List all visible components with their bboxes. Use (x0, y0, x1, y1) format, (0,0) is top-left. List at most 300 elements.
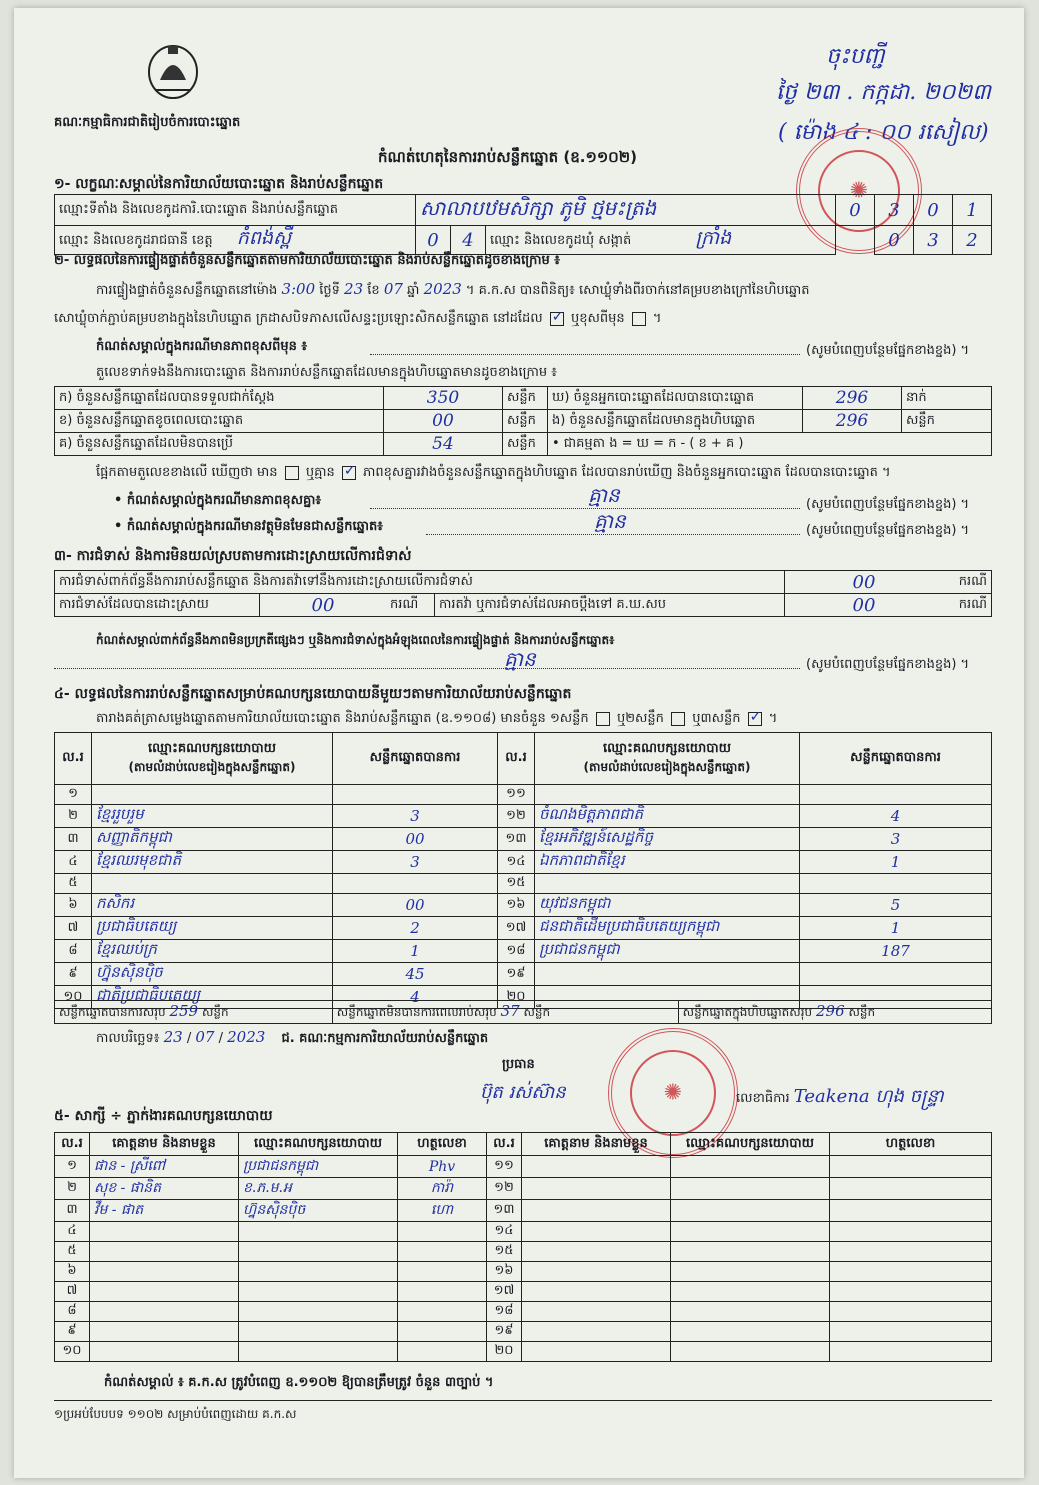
col-no-header: ល.រ (55, 1133, 90, 1156)
diff-text-c: ភាពខុសគ្នារវាងចំនួនសន្លឹកឆ្នោតក្នុងហិបឆ្នោត ដែលបានរាប់ឃើញ និងចំនួនអ្នកបោះឆ្នោត ដែលបានបោះឆ្នោត ។ (363, 465, 891, 480)
difference-none: គ្មាន (588, 483, 620, 507)
count-unit-2: សន្លឹក (902, 410, 992, 433)
appeal-unit: ករណី (943, 594, 992, 617)
section5-heading: ៥- សាក្សី ÷ ភ្នាក់ងារគណបក្សនយោបាយ (54, 1108, 273, 1124)
official-stamp-top: ✺ (796, 128, 922, 254)
witness-signature (830, 1302, 992, 1322)
verify-text-a: ការផ្ទៀងផ្ទាត់ចំនួនសន្លឹកឆ្នោតនៅម៉ោង (96, 283, 278, 298)
verify-text-b: ថ្ងៃទី (319, 283, 340, 298)
footer-rule (54, 1400, 992, 1401)
totals-table (54, 1000, 992, 1024)
witness-signature (398, 1262, 487, 1282)
three-sheet-checkbox[interactable] (748, 712, 762, 726)
witness-signature: ការ៉ា (398, 1178, 487, 1200)
count-intro: តួលេខទាក់ទងនឹងការបោះឆ្នោត និងការរាប់សន្លឹកឆ្នោតដែលមានក្នុងហិបឆ្នោតមានដូចខាងក្រោម ៖ (96, 365, 557, 380)
witness-row (55, 1178, 992, 1200)
total-box-cell (678, 1001, 991, 1024)
witness-party: ហ្វ៊ុនស៊ិនប៉ិច (239, 1200, 398, 1222)
seal-text-a: សោឃ្លុំចាក់ភ្ជាប់គម្របខាងក្នុងនៃហិបឆ្នោត ក្រដាសបិទភាសលើសន្ទះប្រឡោះសិកសន្លឹកឆ្នោត នៅដដែល (54, 311, 543, 326)
witness-number: ៣ (55, 1200, 90, 1222)
appeal-label: ការតវ៉ា ឬការជំទាស់ដែលអាចប្តឹងទៅ គ.ឃ.សប (435, 594, 785, 617)
result-number: ១២ (498, 805, 535, 828)
witness-number: ១១ (487, 1156, 522, 1178)
result-party: ខ្មែរឈប់ក្រ (92, 940, 333, 963)
count-unit: សន្លឹក (503, 433, 548, 456)
committee-title: ជ. គណៈកម្មការការិយាល័យរាប់សន្លឹកឆ្នោត (281, 1031, 489, 1046)
count-value-2: 296 (803, 410, 902, 433)
witness-name (522, 1242, 671, 1262)
result-row (55, 805, 992, 828)
witness-signature: ហោ (398, 1200, 487, 1222)
objection-value: 00 (785, 571, 944, 594)
result-party: ជាតិប្រជាធិបតេយ្យ (92, 986, 333, 1009)
witness-party (671, 1156, 830, 1178)
result-votes: 1 (800, 917, 992, 940)
result-number: ១៩ (498, 963, 535, 986)
commune-label-text: ឈ្មោះ និងលេខកូដឃុំ សង្កាត់ (490, 233, 632, 248)
witness-number: ៤ (55, 1222, 90, 1242)
col-no-header: ល.រ (487, 1133, 522, 1156)
witness-number: ៨ (55, 1302, 90, 1322)
col-name-header: គោត្តនាម និងនាមខ្លួន (522, 1133, 671, 1156)
objection-unit: ករណី (943, 571, 992, 594)
col-party-title: ឈ្មោះគណបក្សនយោបាយ (148, 741, 276, 756)
section4-heading: ៤- លទ្ធផលនៃការរាប់សន្លឹកឆ្នោតសម្រាប់គណបក្សនយោបាយនីមួយៗតាមការិយាល័យរាប់សន្លឹកឆ្នោត (54, 686, 572, 702)
result-votes: 1 (333, 940, 498, 963)
date-month: 07 (195, 1028, 215, 1046)
witness-name (522, 1282, 671, 1302)
witness-name (90, 1342, 239, 1362)
witness-name (522, 1262, 671, 1282)
irregularity-note: កំណត់សម្គាល់ពាក់ព័ន្ធនឹងភាពមិនប្រក្រតីផ្សេងៗ ឬនិងការជំទាស់ក្នុងអំឡុងពេលនៃការផ្ទៀងផ្ទាត់ និងការរាប់សន្លឹកឆ្នោត៖ (96, 633, 615, 647)
location-code-digit: 1 (953, 195, 992, 226)
witness-signature (830, 1222, 992, 1242)
witness-row (55, 1200, 992, 1222)
count-value: 350 (384, 387, 503, 410)
witness-party (671, 1242, 830, 1262)
total-valid-value: 259 (169, 1002, 199, 1020)
witness-number: ១៦ (487, 1262, 522, 1282)
col-party-sub: (តាមលំដាប់លេខរៀងក្នុងសន្លឹកឆ្នោត) (583, 760, 751, 774)
col-votes-header: សន្លឹកឆ្នោតបានការ (333, 733, 498, 785)
witness-party: ប្រជាជនកម្ពុជា (239, 1156, 398, 1178)
col-no-header: ល.រ (498, 733, 535, 785)
objection-table (54, 570, 992, 617)
verify-text-d: ឆ្នាំ (407, 283, 420, 298)
witness-row (55, 1302, 992, 1322)
result-number: ២ (55, 805, 92, 828)
bullet-foreign-object: • កំណត់សម្គាល់ក្នុងករណីមានវត្ថុមិនមែនជាសន្លឹកឆ្នោត៖ (114, 519, 383, 534)
total-box-label: សន្លឹកឆ្នោតក្នុងហិបឆ្នោតសរុប (682, 1005, 813, 1019)
witness-row (55, 1322, 992, 1342)
witness-signature (830, 1200, 992, 1222)
remark-dotted-line (370, 354, 800, 355)
dotted-line (370, 508, 800, 509)
col-sign-header: ហត្ថលេខា (398, 1133, 487, 1156)
two-sheet-checkbox[interactable] (671, 712, 685, 726)
witness-party (239, 1262, 398, 1282)
total-invalid-value: 37 (500, 1002, 520, 1020)
col-name-header: គោត្តនាម និងនាមខ្លួន (90, 1133, 239, 1156)
witness-name (522, 1342, 671, 1362)
count-table (54, 386, 992, 456)
witness-number: ៥ (55, 1242, 90, 1262)
witness-name (522, 1302, 671, 1322)
location-label: ឈ្មោះទីតាំង និងលេខកូដការិ.បោះឆ្នោត និងរាប់សន្លឹកឆ្នោត (55, 195, 416, 226)
handnote-line-3: ( ម៉ោង ៤ : ០០ រសៀល) (778, 120, 989, 145)
witness-row (55, 1282, 992, 1302)
sheet-count-text-c: ឬ៣សន្លឹក (692, 711, 741, 726)
result-row (55, 940, 992, 963)
col-votes-header: សន្លឹកឆ្នោតបានការ (800, 733, 992, 785)
result-party: ឯកភាពជាតិខ្មែរ (535, 851, 800, 874)
witness-name (90, 1242, 239, 1262)
witness-signature (398, 1342, 487, 1362)
witness-signature (398, 1282, 487, 1302)
result-party: ជនជាតិដើមប្រជាធិបតេយ្យកម្ពុជា (535, 917, 800, 940)
document-sheet (14, 8, 1024, 1478)
witness-signature (830, 1156, 992, 1178)
location-code-digit: 0 (836, 195, 875, 226)
resolved-value: 00 (260, 594, 387, 617)
witness-party (671, 1178, 830, 1200)
resolved-unit: ករណី (386, 594, 435, 617)
result-votes: 00 (333, 828, 498, 851)
one-sheet-checkbox[interactable] (596, 712, 610, 726)
resolved-label: ការជំទាស់ដែលបានដោះស្រាយ (55, 594, 260, 617)
unit: សន្លឹក (201, 1005, 229, 1019)
page-title: កំណត់ហេតុនៃការរាប់សន្លឹកឆ្នោត (ឧ.១១០២) (378, 148, 638, 166)
result-number: ៩ (55, 963, 92, 986)
sheet-count-line: តារាងគត់ត្រាសម្លេងឆ្នោតតាមការិយាល័យបោះឆ្នោត និងរាប់សន្លឹកឆ្នោត (ឧ.១១០៨) មានចំនួន ១សន្លឹក ឬ២សន្លឹក ឬ៣សន្លឹក ✓ ។ (96, 710, 777, 729)
result-party: សញ្ញាតិកម្ពុជា (92, 828, 333, 851)
province-label (55, 226, 416, 255)
witness-header-row (55, 1133, 992, 1156)
chair-signature: ប៊ុត រស់ស៊ាន (480, 1082, 566, 1103)
changed-checkbox[interactable] (632, 312, 646, 326)
nec-emblem-icon (146, 40, 200, 102)
witness-number: ១២ (487, 1178, 522, 1200)
commune-label (486, 226, 836, 255)
spacer (836, 226, 875, 255)
total-box-value: 296 (815, 1002, 845, 1020)
witness-party (671, 1262, 830, 1282)
witness-party (239, 1242, 398, 1262)
result-party: យុវជនកម្ពុជា (535, 894, 800, 917)
result-number: ៨ (55, 940, 92, 963)
province-value: កំពង់ស្ពឺ (236, 227, 292, 249)
count-value: 00 (384, 410, 503, 433)
witness-signature (830, 1322, 992, 1342)
result-party: ហ្វ៊ុនស៊ិនប៉ិច (92, 963, 333, 986)
count-label: ក) ចំនួនសន្លឹកឆ្នោតដែលបានទទួលជាក់ស្តែង (55, 387, 384, 410)
objection-label: ការជំទាស់ពាក់ព័ន្ធនឹងការរាប់សន្លឹកឆ្នោត និងការតវ៉ាទៅនឹងការដោះស្រាយលើការជំទាស់ (55, 571, 785, 594)
result-votes: 4 (800, 805, 992, 828)
diff-text-b: ឬគ្មាន (305, 465, 335, 480)
witness-number: ១៥ (487, 1242, 522, 1262)
result-number: ៣ (55, 828, 92, 851)
witness-party (671, 1342, 830, 1362)
result-row (55, 851, 992, 874)
col-party-title: ឈ្មោះគណបក្សនយោបាយ (603, 741, 731, 756)
witness-name: វឹម - ផាត (90, 1200, 239, 1222)
remark-fill-note: (សូមបំពេញបន្ថែមផ្នែកខាងខ្នង) ។ (806, 343, 970, 358)
handnote-line-2: ថ្ងៃ ២៣ . កក្កដា. ២០២៣ (776, 80, 991, 105)
witness-party (239, 1342, 398, 1362)
appeal-value: 00 (785, 594, 944, 617)
count-label: គ) ចំនួនសន្លឹកឆ្នោតដែលមិនបានប្រើ (55, 433, 384, 456)
count-unit-2: នាក់ (902, 387, 992, 410)
witness-party (239, 1222, 398, 1242)
result-number: ១៨ (498, 940, 535, 963)
sheet-count-text-a: តារាងគត់ត្រាសម្លេងឆ្នោតតាមការិយាល័យបោះឆ្នោត និងរាប់សន្លឹកឆ្នោត (ឧ.១១០៨) មានចំនួន ១សន្លឹក (96, 711, 589, 726)
witness-party (671, 1322, 830, 1342)
has-difference-checkbox[interactable] (285, 466, 299, 480)
date-year: 2023 (227, 1028, 266, 1046)
witness-party (671, 1222, 830, 1242)
total-invalid-cell (332, 1001, 678, 1024)
result-party: ចំណងមិត្តភាពជាតិ (535, 805, 800, 828)
count-unit: សន្លឹក (503, 410, 548, 433)
witness-signature (398, 1322, 487, 1342)
fill-note: (សូមបំពេញបន្ថែមផ្នែកខាងខ្នង) ។ (806, 657, 970, 672)
commune-value: ក្រាំង (695, 227, 732, 249)
witness-name (522, 1200, 671, 1222)
witness-number: ១៨ (487, 1302, 522, 1322)
result-votes (800, 874, 992, 894)
witness-row (55, 1342, 992, 1362)
witness-number: ៦ (55, 1262, 90, 1282)
diff-text-a: ផ្អែកតាមតួលេខខាងលើ ឃើញថា មាន (96, 465, 278, 480)
witness-number: ៩ (55, 1322, 90, 1342)
result-number: ១៦ (498, 894, 535, 917)
result-number: ១១ (498, 785, 535, 805)
result-row (55, 917, 992, 940)
result-row (55, 894, 992, 917)
secretary-line (736, 1084, 944, 1111)
result-number: ៥ (55, 874, 92, 894)
witness-signature (830, 1342, 992, 1362)
result-party: ខ្មែរឈរមុខជាតិ (92, 851, 333, 874)
result-party: ខ្មែររួបរួម (92, 805, 333, 828)
form-footer: ១ប្រអប់បែបបទ ១១០២ សម្រាប់បំពេញដោយ គ.ក.ស (54, 1407, 297, 1421)
witness-name (522, 1322, 671, 1342)
commune-code-digit: 0 (875, 226, 914, 255)
witness-name (90, 1302, 239, 1322)
result-party (92, 785, 333, 805)
count-value-2: 296 (803, 387, 902, 410)
date-line: កាលបរិច្ឆេទ៖ 23 / 07 / 2023 ជ. គណៈកម្មការការិយាល័យរាប់សន្លឹកឆ្នោត (96, 1028, 489, 1046)
same-checkbox[interactable] (550, 312, 564, 326)
result-party: ប្រជាជនកម្ពុជា (535, 940, 800, 963)
witness-row (55, 1262, 992, 1282)
result-number: ៦ (55, 894, 92, 917)
witness-row (55, 1222, 992, 1242)
result-number: ១ (55, 785, 92, 805)
witness-number: ៧ (55, 1282, 90, 1302)
col-no-header: ល.រ (55, 733, 92, 785)
count-unit: សន្លឹក (503, 387, 548, 410)
result-party (535, 963, 800, 986)
col-party-header (535, 733, 800, 785)
witness-signature (398, 1222, 487, 1242)
witness-number: ២០ (487, 1342, 522, 1362)
location-code-digit: 3 (875, 195, 914, 226)
witness-signature (830, 1178, 992, 1200)
fill-note: (សូមបំពេញបន្ថែមផ្នែកខាងខ្នង) ។ (806, 523, 970, 538)
footnote: កំណត់សម្គាល់ ៖ គ.ក.ស ត្រូវបំពេញ ឧ.១១០២ ឱ្យបានត្រឹមត្រូវ ចំនួន ៣ច្បាប់ ។ (104, 1375, 494, 1390)
result-row (55, 963, 992, 986)
result-votes: 3 (333, 805, 498, 828)
result-votes: 45 (333, 963, 498, 986)
verify-month: 07 (383, 280, 403, 298)
result-row (55, 785, 992, 805)
witness-name (90, 1262, 239, 1282)
result-party (535, 874, 800, 894)
result-number: ២០ (498, 986, 535, 1009)
commune-code-digit: 2 (953, 226, 992, 255)
result-party: ប្រជាធិបតេយ្យ (92, 917, 333, 940)
verify-text-c: ខែ (367, 283, 380, 298)
result-votes (800, 963, 992, 986)
sheet-count-text-b: ឬ២សន្លឹក (616, 711, 664, 726)
witness-signature (830, 1242, 992, 1262)
org-name: គណៈកម្មាធិការជាតិរៀបចំការបោះឆ្នោត (54, 115, 241, 130)
location-code-digit: 0 (914, 195, 953, 226)
witness-signature (398, 1242, 487, 1262)
official-stamp-bottom: ✺ (608, 1028, 738, 1158)
unit: សន្លឹក (848, 1005, 876, 1019)
witness-number: ១៣ (487, 1200, 522, 1222)
count-label-2: ឃ) ចំនួនអ្នកបោះឆ្នោតដែលបានបោះឆ្នោត (548, 387, 803, 410)
total-valid-cell (55, 1001, 333, 1024)
province-code-digit: 4 (451, 226, 486, 255)
witness-name: សុខ - ផានិត (90, 1178, 239, 1200)
result-votes (333, 874, 498, 894)
total-valid-label: សន្លឹកឆ្នោតបានការសរុប (59, 1005, 166, 1019)
result-party: ខ្មែរអភិវឌ្ឍន៍សេដ្ឋកិច្ច (535, 828, 800, 851)
witness-signature (830, 1262, 992, 1282)
fill-note: (សូមបំពេញបន្ថែមផ្នែកខាងខ្នង) ។ (806, 497, 970, 512)
result-votes: 1 (800, 851, 992, 874)
col-party-header: ឈ្មោះគណបក្សនយោបាយ (239, 1133, 398, 1156)
count-value: 54 (384, 433, 503, 456)
handnote-line-1: ចុះបញ្ជី (826, 44, 885, 69)
dotted-line (54, 668, 800, 669)
section3-heading: ៣- ការជំទាស់ និងការមិនយល់ស្របតាមការដោះស្រាយលើការជំទាស់ (54, 548, 412, 564)
witness-name (90, 1222, 239, 1242)
result-votes: 5 (800, 894, 992, 917)
verify-day: 23 (344, 280, 364, 298)
chair-label: ប្រធាន (502, 1057, 535, 1072)
result-number: ១៤ (498, 851, 535, 874)
verify-time: 3:00 (281, 280, 316, 298)
location-table (54, 194, 992, 255)
section1-heading: ១- លក្ខណៈសម្គាល់នៃការិយាល័យបោះឆ្នោត និងរាប់សន្លឹកឆ្នោត (54, 176, 384, 192)
result-votes (800, 785, 992, 805)
witness-party (239, 1322, 398, 1342)
verify-year: 2023 (423, 280, 462, 298)
result-party (535, 785, 800, 805)
count-row (55, 433, 992, 456)
result-votes: 3 (333, 851, 498, 874)
witness-party (239, 1282, 398, 1302)
col-party-header: ឈ្មោះគណបក្សនយោបាយ (671, 1133, 830, 1156)
results-table (54, 732, 992, 1009)
result-row (55, 828, 992, 851)
col-party-sub: (តាមលំដាប់លេខរៀងក្នុងសន្លឹកឆ្នោត) (128, 760, 296, 774)
witness-number: ១០ (55, 1342, 90, 1362)
result-row (55, 874, 992, 894)
remark-label: កំណត់សម្គាល់ក្នុងករណីមានភាពខុសពីមុន ៖ (96, 339, 308, 354)
province-code-digit: 0 (416, 226, 451, 255)
witness-row (55, 1156, 992, 1178)
date-day: 23 (163, 1028, 183, 1046)
witness-number: ១៩ (487, 1322, 522, 1342)
commune-code-digit: 3 (914, 226, 953, 255)
witness-signature: Phv (398, 1156, 487, 1178)
province-label-text: ឈ្មោះ និងលេខកូដរាជធានី ខេត្ត (59, 233, 213, 248)
count-label-2: ង) ចំនួនសន្លឹកឆ្នោតដែលមានក្នុងហិបឆ្នោត (548, 410, 803, 433)
witness-signature (398, 1302, 487, 1322)
witness-name (90, 1322, 239, 1342)
result-party: កសិករ (92, 894, 333, 917)
count-row (55, 410, 992, 433)
witness-number: ១៧ (487, 1282, 522, 1302)
result-votes: 2 (333, 917, 498, 940)
witness-party (671, 1282, 830, 1302)
location-value: សាលាបឋមសិក្សា ភូមិ ថ្មមះត្រង (416, 195, 836, 226)
result-number: ៤ (55, 851, 92, 874)
unit: សន្លឹក (523, 1005, 551, 1019)
result-number: ១៧ (498, 917, 535, 940)
result-party (92, 874, 333, 894)
irregularity-none: គ្មាន (504, 647, 536, 671)
result-number: ១០ (55, 986, 92, 1009)
result-votes (333, 785, 498, 805)
results-header-row (55, 733, 992, 785)
result-votes: 4 (333, 986, 498, 1009)
secretary-signature: Teakena ហុង ចន្ទ្រា (793, 1086, 944, 1107)
count-row (55, 387, 992, 410)
witness-party (239, 1302, 398, 1322)
count-label: ខ) ចំនួនសន្លឹកឆ្នោតខូចពេលបោះឆ្នោត (55, 410, 384, 433)
witness-row (55, 1242, 992, 1262)
witness-number: ២ (55, 1178, 90, 1200)
result-votes: 187 (800, 940, 992, 963)
witness-table (54, 1132, 992, 1362)
witness-party: ខ.ភ.ម.អ (239, 1178, 398, 1200)
no-difference-checkbox[interactable] (342, 466, 356, 480)
result-number: ១៣ (498, 828, 535, 851)
witness-number: ១ (55, 1156, 90, 1178)
verify-text-e: ។ គ.ក.ស បានពិនិត្យ៖ សោឃ្លុំទាំងពីរចាក់នៅគម្របខាងក្រៅនៃហិបឆ្នោត (465, 283, 810, 298)
seal-text-b: ឬខុសពីមុន (570, 311, 625, 326)
result-number: ១៥ (498, 874, 535, 894)
bullet-difference: • កំណត់សម្គាល់ក្នុងករណីមានភាពខុសគ្នា៖ (114, 493, 322, 508)
section2-heading: ២- លទ្ធផលនៃការផ្ទៀងផ្ទាត់ចំនួនសន្លឹកឆ្នោតតាមការិយាល័យបោះឆ្នោត និងរាប់សន្លឹកឆ្នោតដូចខាងក្រោម ៖ (54, 253, 560, 268)
total-invalid-label: សន្លឹកឆ្នោតមិនបានការពេលរាប់សរុប (336, 1005, 497, 1019)
witness-name (522, 1156, 671, 1178)
witness-party (671, 1302, 830, 1322)
witness-signature (830, 1282, 992, 1302)
witness-name: ផាន - ស្រីពៅ (90, 1156, 239, 1178)
formula-note: • ជាគម្មតា ង = ឃ = ក - ( ខ + គ ) (548, 433, 992, 456)
witness-name (522, 1178, 671, 1200)
verify-line (96, 280, 810, 301)
date-label: កាលបរិច្ឆេទ៖ (96, 1031, 160, 1046)
result-number: ៧ (55, 917, 92, 940)
